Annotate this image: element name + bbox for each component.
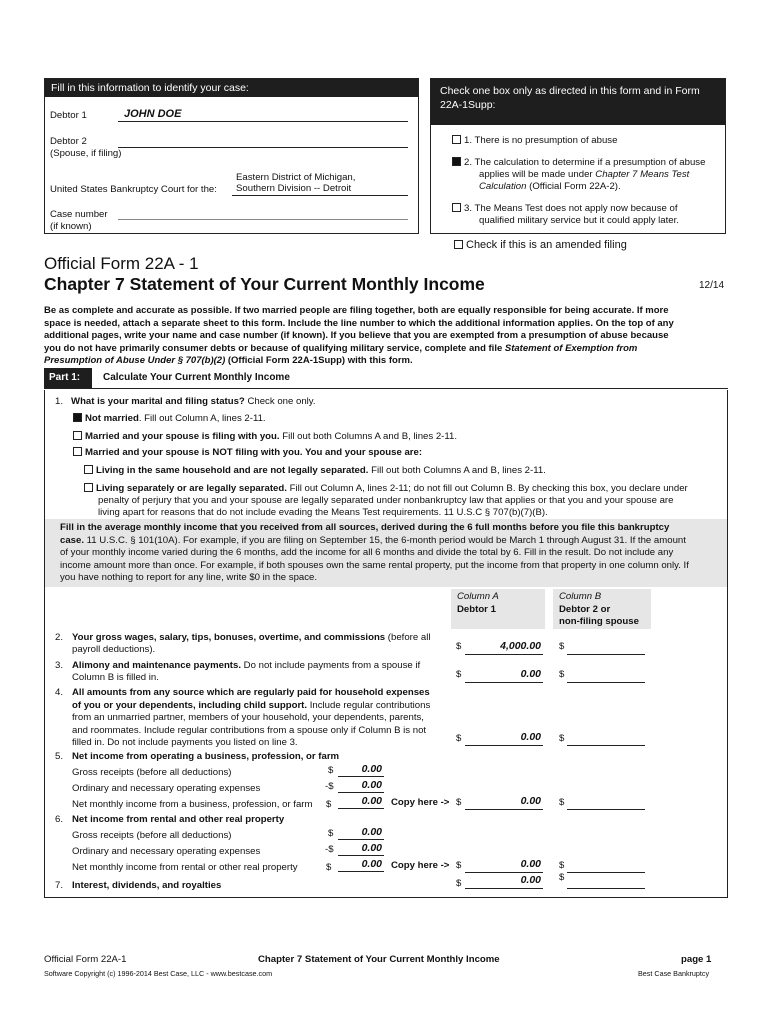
footer-copyright: Software Copyright (c) 1996-2014 Best Case, LLC - www.bestcase.com <box>44 969 273 978</box>
line6-num: 6. <box>55 814 64 825</box>
line7-col-a[interactable]: 0.00 <box>465 874 543 889</box>
line5-gross-receipts[interactable]: 0.00 <box>338 763 384 777</box>
case-number-sublabel: (if known) <box>50 221 92 232</box>
status-living-separately[interactable] <box>84 483 688 496</box>
presumption-option-2[interactable] <box>452 157 705 170</box>
s2-bold: Married and your spouse is filing with you. <box>85 431 280 442</box>
line3-b-dollar: $ <box>559 669 565 680</box>
fill-4: income amount more than once. For example, if both spouses own the same rental property, put the income from that property in one column only. If <box>60 559 689 571</box>
line6-net-label: Net monthly income from rental or other real property <box>72 862 298 873</box>
checkbox-same-household[interactable] <box>84 465 93 474</box>
presumption-bar <box>431 79 725 125</box>
line3-text <box>72 660 420 673</box>
line6-net[interactable]: 0.00 <box>338 858 384 872</box>
line5-title: Net income from operating a business, profession, or farm <box>72 751 340 762</box>
debtor2-field[interactable] <box>118 134 408 148</box>
intro-line-1: Be as complete and accurate as possible. If two married people are filing together, both are equally responsible for being accurate. If more <box>44 305 669 316</box>
debtor1-value: JOHN DOE <box>124 108 182 120</box>
debtor2-label: Debtor 2 <box>50 136 87 147</box>
line5-b-dollar: $ <box>559 797 565 808</box>
s3a-rest: Fill out both Columns A and B, lines 2-11. <box>368 465 546 476</box>
line7-a-dollar: $ <box>456 878 462 889</box>
l4-5: filled in. Do not include payments you listed on line 3. <box>72 737 298 748</box>
l3-rest: Do not include payments from a spouse if <box>241 660 421 671</box>
line4-col-a[interactable]: 0.00 <box>465 731 543 746</box>
intro-5b: (Official Form 22A-1Supp) with this form. <box>225 355 413 367</box>
case-number-field[interactable] <box>118 206 408 220</box>
checkbox-option-3[interactable] <box>452 203 461 212</box>
l2-rest: (before all <box>385 632 431 643</box>
l4-2: Include regular contributions <box>307 699 431 711</box>
line6-b-dollar: $ <box>559 860 565 871</box>
presumption-bar-line2: 22A-1Supp: <box>440 99 496 111</box>
checkbox-married-separate[interactable] <box>73 447 82 456</box>
line5-net[interactable]: 0.00 <box>338 795 384 809</box>
line2-col-a[interactable]: 4,000.00 <box>465 640 543 655</box>
line5-expenses[interactable]: 0.00 <box>338 779 384 793</box>
intro-line-4 <box>44 343 728 356</box>
colA-bold: Debtor 1 <box>457 603 496 615</box>
option-2-text-a: 2. The calculation to determine if a presumption of abuse <box>464 157 706 168</box>
checkbox-amended[interactable] <box>454 240 463 249</box>
checkbox-married-joint[interactable] <box>73 431 82 440</box>
intro-4b: Statement of Exemption from <box>504 342 638 354</box>
colB-bold-2: non-filing spouse <box>559 616 639 627</box>
option-2-line2 <box>479 169 689 182</box>
line6-copy-here: Copy here -> <box>391 860 450 871</box>
amended-text: Check if this is an amended filing <box>466 239 627 251</box>
line3-a-dollar: $ <box>456 669 462 680</box>
l4-4: and roommates. Include regular contributions from a spouse only if Column B is not <box>72 724 427 736</box>
form-title: Chapter 7 Statement of Your Current Monthly Income <box>44 274 485 294</box>
intro-line-3: additional pages, write your name and case number (if known). If you believe that you are exempted from a presumption of abuse because <box>44 330 669 342</box>
line2-text <box>72 632 430 645</box>
l4-3: from an unmarried partner, members of your household, your dependents, parents, <box>72 712 424 723</box>
line6-col-b[interactable] <box>567 858 645 873</box>
line6-expenses-dollar: -$ <box>325 844 334 855</box>
checkbox-not-married[interactable] <box>73 413 82 422</box>
presumption-option-1[interactable] <box>452 135 617 148</box>
l4-1: All amounts from any source which are regularly paid for household expenses <box>72 687 430 698</box>
line7-b-dollar: $ <box>559 872 565 883</box>
q1-num: 1. <box>55 396 64 407</box>
line6-expenses[interactable]: 0.00 <box>338 842 384 856</box>
line5-copy-here: Copy here -> <box>391 797 450 808</box>
fill-2b: case. <box>60 534 85 546</box>
amended-filing[interactable] <box>454 239 627 251</box>
line4-b-dollar: $ <box>559 733 565 744</box>
line5-expenses-label: Ordinary and necessary operating expenses <box>72 783 261 794</box>
status-married-joint[interactable] <box>73 431 457 444</box>
line2-num: 2. <box>55 632 64 643</box>
line5-gross-dollar: $ <box>328 765 334 776</box>
line5-net-dollar: $ <box>326 799 332 810</box>
court-field[interactable] <box>232 182 408 196</box>
fill-1b: Fill in the average monthly income that you received from all sources, derived during the 6 full months before you file this bankruptcy <box>60 522 670 533</box>
colA-italic: Column A <box>457 591 499 602</box>
case-info-bar: Fill in this information to identify your case: <box>45 79 418 97</box>
colB-bold-1: Debtor 2 or <box>559 603 611 615</box>
q1 <box>55 396 316 409</box>
case-number-label: Case number <box>50 209 108 220</box>
s3a-bold: Living in the same household and are not legally separated. <box>96 465 369 476</box>
line6-gross-receipts[interactable]: 0.00 <box>338 826 384 840</box>
l2-bold: Your gross wages, salary, tips, bonuses, overtime, and commissions <box>72 632 386 643</box>
s2-rest: Fill out both Columns A and B, lines 2-11. <box>279 431 457 442</box>
debtor2-sublabel: (Spouse, if filing) <box>50 148 122 159</box>
column-b-header <box>553 589 651 629</box>
option-2-text-b-italic: Chapter 7 Means Test <box>595 169 690 180</box>
court-value-1: Eastern District of Michigan, <box>236 172 356 183</box>
presumption-option-3[interactable] <box>452 203 678 216</box>
fill-3: of your monthly income varied during the 6 months, add the income for all 6 months and divide the total by 6. Fill in the result. Do not include any <box>60 547 674 558</box>
status-married-separate[interactable] <box>73 447 422 460</box>
line2-b-dollar: $ <box>559 641 565 652</box>
line6-col-a[interactable]: 0.00 <box>465 858 543 873</box>
line6-expenses-label: Ordinary and necessary operating expenses <box>72 846 261 857</box>
checkbox-option-1[interactable] <box>452 135 461 144</box>
footer-brand: Best Case Bankruptcy <box>638 969 710 978</box>
line4-col-b[interactable] <box>567 731 645 746</box>
colB-italic: Column B <box>559 591 602 602</box>
intro-5a: Presumption of Abuse Under § 707(b)(2) <box>44 355 226 367</box>
line3-col-a[interactable]: 0.00 <box>465 668 543 683</box>
l3-bold: Alimony and maintenance payments. <box>72 660 242 671</box>
line6-a-dollar: $ <box>456 860 462 871</box>
s3b-rest: Fill out Column A, lines 2-11; do not fill out Column B. By checking this box, you declare under <box>286 483 688 494</box>
line5-num: 5. <box>55 751 64 762</box>
line6-net-dollar: $ <box>326 862 332 873</box>
option-2-line3 <box>479 181 621 194</box>
status-not-married[interactable] <box>73 413 266 426</box>
form-date: 12/14 <box>699 280 725 291</box>
line7-title: Interest, dividends, and royalties <box>72 880 222 891</box>
line3-text-2: Column B is filled in. <box>72 672 159 683</box>
line6-title: Net income from rental and other real property <box>72 814 285 825</box>
fill-instructions <box>60 522 724 585</box>
line2-col-b[interactable] <box>567 640 645 655</box>
status-same-household[interactable] <box>84 465 546 478</box>
footer-page-number: page 1 <box>681 954 712 965</box>
line5-gross-label: Gross receipts (before all deductions) <box>72 767 232 778</box>
intro-4a: you do not have primarily consumer debts or because of qualifying military service, complete and file <box>44 342 505 354</box>
court-value-2: Southern Division -- Detroit <box>236 183 352 194</box>
line5-a-dollar: $ <box>456 797 462 808</box>
option-2-text-c: (Official Form 22A-2). <box>526 181 621 192</box>
line4-num: 4. <box>55 687 64 698</box>
s1-rest: . Fill out Column A, lines 2-11. <box>138 413 266 424</box>
fill-5: you have nothing to report for any line, write $0 in the space. <box>60 572 318 583</box>
line3-num: 3. <box>55 660 64 671</box>
checkbox-living-separately[interactable] <box>84 483 93 492</box>
part1-label: Part 1: <box>44 368 92 388</box>
court-label: United States Bankruptcy Court for the: <box>50 184 217 195</box>
checkbox-option-2[interactable] <box>452 157 461 166</box>
line4-text <box>72 687 430 750</box>
line2-text-2: payroll deductions). <box>72 644 156 655</box>
s3b-line3: living apart for reasons that do not include evading the Means Test requirements. 11 U.S.C § 707(b)(7)(B). <box>98 507 548 518</box>
line4-a-dollar: $ <box>456 733 462 744</box>
presumption-bar-line1: Check one box only as directed in this form and in Form <box>440 85 700 97</box>
line5-expenses-dollar: -$ <box>325 781 334 792</box>
intro-line-2: space is needed, attach a separate sheet to this form. Include the line number to which the additional information applies. On the top of any <box>44 317 674 329</box>
fill-2: 11 U.S.C. § 101(10A). For example, if you are filing on September 15, the 6-month period would be March 1 through August 31. If the amount <box>84 534 686 546</box>
option-1-text: 1. There is no presumption of abuse <box>464 135 618 146</box>
line2-a-dollar: $ <box>456 641 462 652</box>
line7-num: 7. <box>55 880 64 891</box>
line5-col-a[interactable]: 0.00 <box>465 795 543 810</box>
l4-2b: of you or your dependents, including child support. <box>72 699 308 711</box>
q1-bold: What is your marital and filing status? <box>71 396 245 407</box>
line6-gross-label: Gross receipts (before all deductions) <box>72 830 232 841</box>
q1-rest: Check one only. <box>244 396 316 407</box>
part1-title: Calculate Your Current Monthly Income <box>103 372 290 383</box>
form-number: Official Form 22A - 1 <box>44 254 199 273</box>
footer-form-number: Official Form 22A-1 <box>44 954 127 965</box>
s1-bold: Not married <box>85 413 139 424</box>
line6-gross-dollar: $ <box>328 828 334 839</box>
form-instructions <box>44 305 728 368</box>
s3b-bold: Living separately or are legally separated. <box>96 483 287 494</box>
option-2-text-c-italic: Calculation <box>479 181 527 192</box>
s3b-line2: penalty of perjury that you and your spouse are legally separated under nonbankruptcy law that applies or that you and your spouse are <box>98 495 674 506</box>
debtor1-field[interactable] <box>118 108 408 122</box>
line3-col-b[interactable] <box>567 668 645 683</box>
line5-net-label: Net monthly income from a business, profession, or farm <box>72 799 313 810</box>
line7-col-b[interactable] <box>567 874 645 889</box>
debtor1-label: Debtor 1 <box>50 110 87 121</box>
option-3-text-a: 3. The Means Test does not apply now because of <box>464 203 678 214</box>
option-2-text-b: applies will be made under <box>479 169 596 180</box>
line5-col-b[interactable] <box>567 795 645 810</box>
column-a-header <box>451 589 545 629</box>
s3-bold: Married and your spouse is NOT filing with you. You and your spouse are: <box>85 447 423 458</box>
footer-form-title: Chapter 7 Statement of Your Current Monthly Income <box>258 954 500 965</box>
option-3-text-b: qualified military service but it could apply later. <box>479 215 679 226</box>
